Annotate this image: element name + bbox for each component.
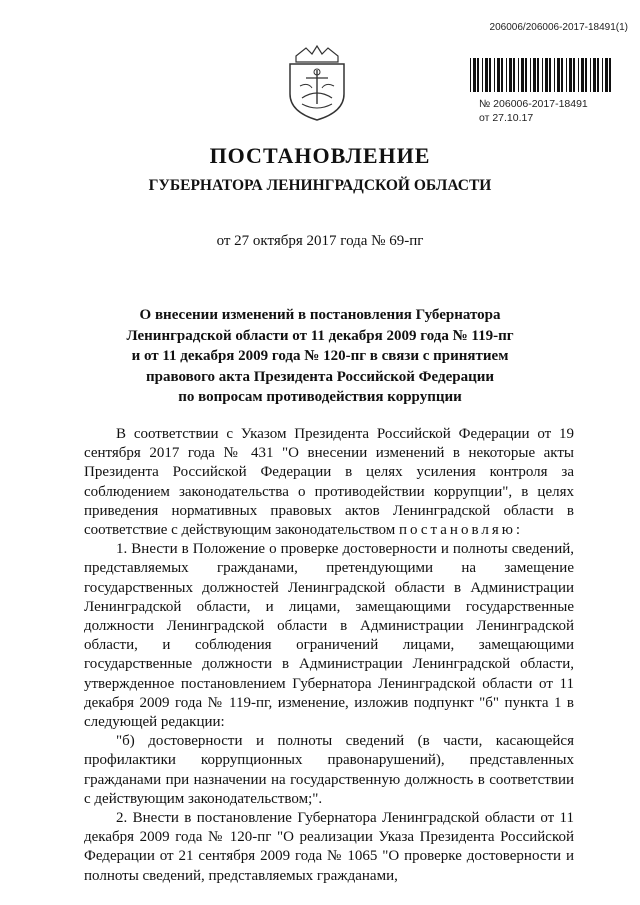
subject-line: и от 11 декабря 2009 года № 120-пг в связи с принятием — [131, 348, 509, 364]
barcode-bar — [530, 58, 531, 92]
barcode-bar — [513, 58, 515, 92]
barcode-bar — [569, 58, 572, 92]
action-word: постановляю: — [398, 522, 524, 539]
clause-1-quote: "б) достоверности и полноты сведений (в части, касающейся профилактики коррупционных правонарушений), представленных гражданами при назначении на государственную должность в соответствии с действующим законодательством;". — [84, 733, 574, 807]
coat-of-arms-emblem — [282, 42, 352, 122]
barcode-bar — [482, 58, 483, 92]
barcode-bar — [557, 58, 560, 92]
preamble-text: В соответствии с Указом Президента Российской Федерации от 19 сентября 2017 года № 431 "О внесении изменений в некоторые акты Президента Российской Федерации в целях усиления контроля за соблюдением законодательства о противодействии коррупции", в целях приведения нормативных правовых актов Ленинградской области в соответствие с действующим законодательством — [84, 426, 574, 539]
registration-stamp — [479, 97, 588, 125]
document-code: 206006/206006-2017-18491(1) — [489, 22, 628, 33]
barcode-bar — [518, 58, 519, 92]
barcode-bar — [602, 58, 603, 92]
subject-line: по вопросам противодействия коррупции — [178, 389, 462, 405]
document-subject — [80, 305, 560, 408]
barcode-bar — [470, 58, 471, 92]
barcode-bar — [585, 58, 587, 92]
barcode-bar — [549, 58, 551, 92]
barcode-bar — [561, 58, 563, 92]
registration-date: от 27.10.17 — [479, 112, 534, 124]
preamble-paragraph — [84, 425, 574, 540]
barcode-bar — [537, 58, 539, 92]
barcode-bar — [477, 58, 479, 92]
barcode-bar — [578, 58, 579, 92]
subject-line: правового акта Президента Российской Федерации — [145, 368, 494, 385]
barcode-bar — [501, 58, 503, 92]
barcode-bar — [533, 58, 536, 92]
barcode-bar — [573, 58, 575, 92]
barcode-bar — [593, 58, 596, 92]
barcode-bar — [506, 58, 507, 92]
barcode-bar — [609, 58, 611, 92]
clause-1: 1. Внести в Положение о проверке достоверности и полноты сведений, представляемых гражданами, претендующими на замещение государственных должностей Ленинградской области в Администрации Ленинградской области, и лицами, замещающими государственные должности Ленинградской области в Администрации Ленинградской области, и соблюдения ограничений лицами, замещающими государственные должности в Администрации Ленинградской области, утвержденное постановлением Губернатора Ленинградской области от 11 декабря 2009 года № 119-пг, изменение, изложив подпункт "б" пункта 1 в следующей редакции: — [84, 541, 574, 731]
barcode-bar — [494, 58, 495, 92]
subject-line: Ленинградской области от 11 декабря 2009 года № 119-пг — [126, 327, 514, 344]
barcode-bar — [521, 58, 524, 92]
document-title: ПОСТАНОВЛЕНИЕ — [209, 143, 431, 168]
barcode-image — [468, 58, 612, 92]
barcode-bar — [542, 58, 543, 92]
document-issuer: ГУБЕРНАТОРА ЛЕНИНГРАДСКОЙ ОБЛАСТИ — [148, 177, 492, 194]
barcode-bar — [545, 58, 548, 92]
barcode-bar — [554, 58, 555, 92]
barcode-bar — [525, 58, 527, 92]
barcode-bar — [581, 58, 584, 92]
barcode-bar — [509, 58, 512, 92]
barcode-bar — [590, 58, 591, 92]
subject-line: О внесении изменений в постановления Губернатора — [139, 307, 501, 323]
registration-number: № 206006-2017-18491 — [479, 98, 588, 110]
barcode-bar — [566, 58, 567, 92]
barcode-bar — [473, 58, 476, 92]
document-date-number: от 27 октября 2017 года № 69-пг — [216, 233, 424, 249]
barcode-bar — [497, 58, 500, 92]
barcode-bar — [597, 58, 599, 92]
barcode-bar — [605, 58, 608, 92]
document-body — [84, 425, 574, 886]
barcode-bar — [489, 58, 491, 92]
clause-2: 2. Внести в постановление Губернатора Ленинградской области от 11 декабря 2009 года № 120-пг "О реализации Указа Президента Российской Федерации от 21 сентября 2009 года № 1065 "О проверке достоверности и полноты сведений, представляемых гражданами, — [84, 810, 574, 884]
barcode-bar — [485, 58, 488, 92]
